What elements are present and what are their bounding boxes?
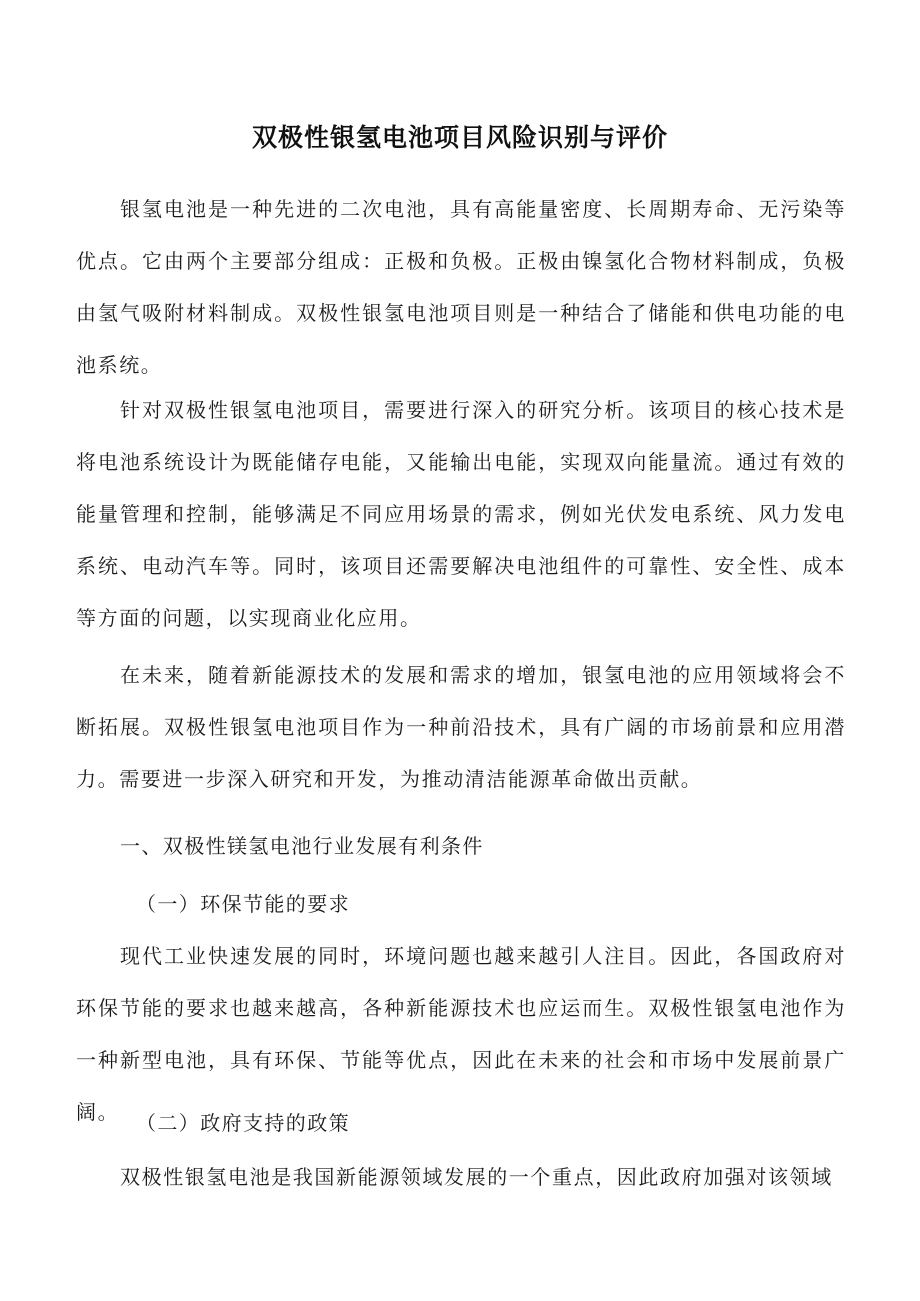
subsection-paragraph-1: 现代工业快速发展的同时，环境问题也越来越引人注目。因此，各国政府对环保节能的要求也越来越高，各种新能源技术也应运而生。双极性银氢电池作为一种新型电池，具有环保、节能等优点，因此在未来的社会和市场中发展前景广阔。 — [76, 944, 846, 1124]
subsection-heading-1: （一）环保节能的要求 — [136, 892, 350, 916]
subsection-paragraph-2: 双极性银氢电池是我国新能源领域发展的一个重点，因此政府加强对该领域 — [120, 1165, 833, 1189]
subsection-heading-2: （二）政府支持的政策 — [136, 1111, 350, 1135]
intro-paragraph-1: 银氢电池是一种先进的二次电池，具有高能量密度、长周期寿命、无污染等优点。它由两个主要部分组成：正极和负极。正极由镍氢化合物材料制成，负极由氢气吸附材料制成。双极性银氢电池项目则是一种结合了储能和供电功能的电池系统。 — [76, 197, 846, 377]
section-heading-1: 一、双极性镁氢电池行业发展有利条件 — [120, 834, 484, 858]
document-title: 双极性银氢电池项目风险识别与评价 — [251, 123, 668, 152]
intro-paragraph-2: 针对双极性银氢电池项目，需要进行深入的研究分析。该项目的核心技术是将电池系统设计为既能储存电能，又能输出电能，实现双向能量流。通过有效的能量管理和控制，能够满足不同应用场景的需求，例如光伏发电系统、风力发电系统、电动汽车等。同时，该项目还需要解决电池组件的可靠性、安全性、成本等方面的问题，以实现商业化应用。 — [76, 398, 846, 630]
intro-paragraph-3: 在未来，随着新能源技术的发展和需求的增加，银氢电池的应用领域将会不断拓展。双极性银氢电池项目作为一种前沿技术，具有广阔的市场前景和应用潜力。需要进一步深入研究和开发，为推动清洁能源革命做出贡献。 — [76, 663, 846, 791]
